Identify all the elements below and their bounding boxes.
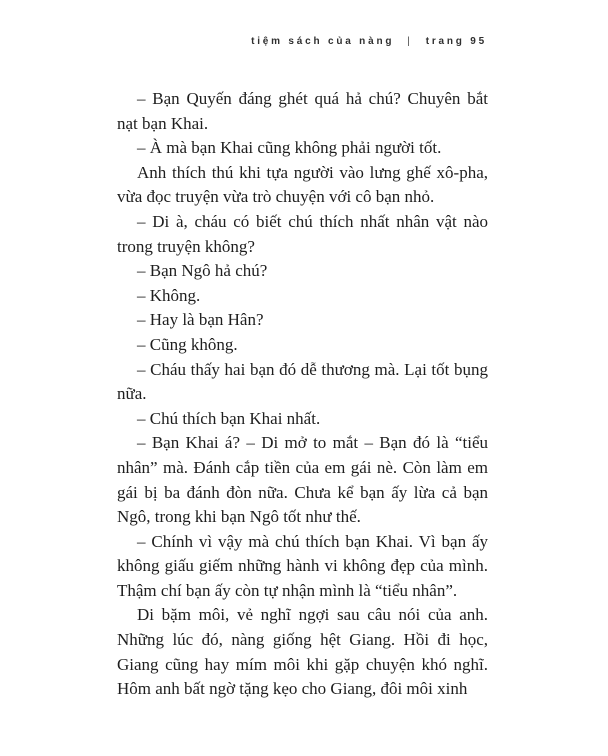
paragraph: – Cháu thấy hai bạn đó dễ thương mà. Lại tốt bụng nữa. [117, 359, 488, 404]
book-title: tiệm sách của nàng [251, 36, 395, 47]
paragraph: – Chính vì vậy mà chú thích bạn Khai. Vì bạn ấy không giấu giếm những hành vi không đẹp của mình. Thậm chí bạn ấy còn tự nhận mình là “tiểu nhân”. [117, 531, 488, 600]
running-header [117, 36, 487, 47]
paragraph: – Di à, cháu có biết chú thích nhất nhân vật nào trong truyện không? [117, 211, 488, 256]
paragraph: – À mà bạn Khai cũng không phải người tốt. [137, 138, 442, 158]
paragraph: – Hay là bạn Hân? [137, 310, 264, 330]
paragraph: Anh thích thú khi tựa người vào lưng ghế xô-pha, vừa đọc truyện vừa trò chuyện với cô bạn nhỏ. [117, 162, 488, 207]
paragraph: – Bạn Quyến đáng ghét quá hả chú? Chuyên bắt nạt bạn Khai. [117, 89, 488, 133]
header-separator: | [407, 36, 413, 47]
paragraph: – Bạn Khai á? – Di mở to mắt – Bạn đó là “tiểu nhân” mà. Đánh cắp tiền của em gái nè. Còn làm em gái bị ba đánh đòn nữa. Chưa kể bạn ấy lừa cả bạn Ngô, trong khi bạn Ngô tốt như thế. [117, 433, 488, 527]
page-number-label: trang 95 [425, 36, 487, 47]
paragraph: – Cũng không. [137, 334, 238, 354]
paragraph: – Bạn Ngô hả chú? [137, 261, 268, 281]
paragraph: Di bặm môi, vẻ nghĩ ngợi sau câu nói của anh. Những lúc đó, nàng giống hệt Giang. Hồi đi học, Giang cũng hay mím môi khi gặp chuyện khó nghĩ. Hôm anh bất ngờ tặng kẹo cho Giang, đôi môi xinh [117, 605, 488, 699]
paragraph: – Chú thích bạn Khai nhất. [137, 408, 321, 428]
paragraph: – Không. [137, 285, 201, 305]
body-text [117, 87, 488, 702]
